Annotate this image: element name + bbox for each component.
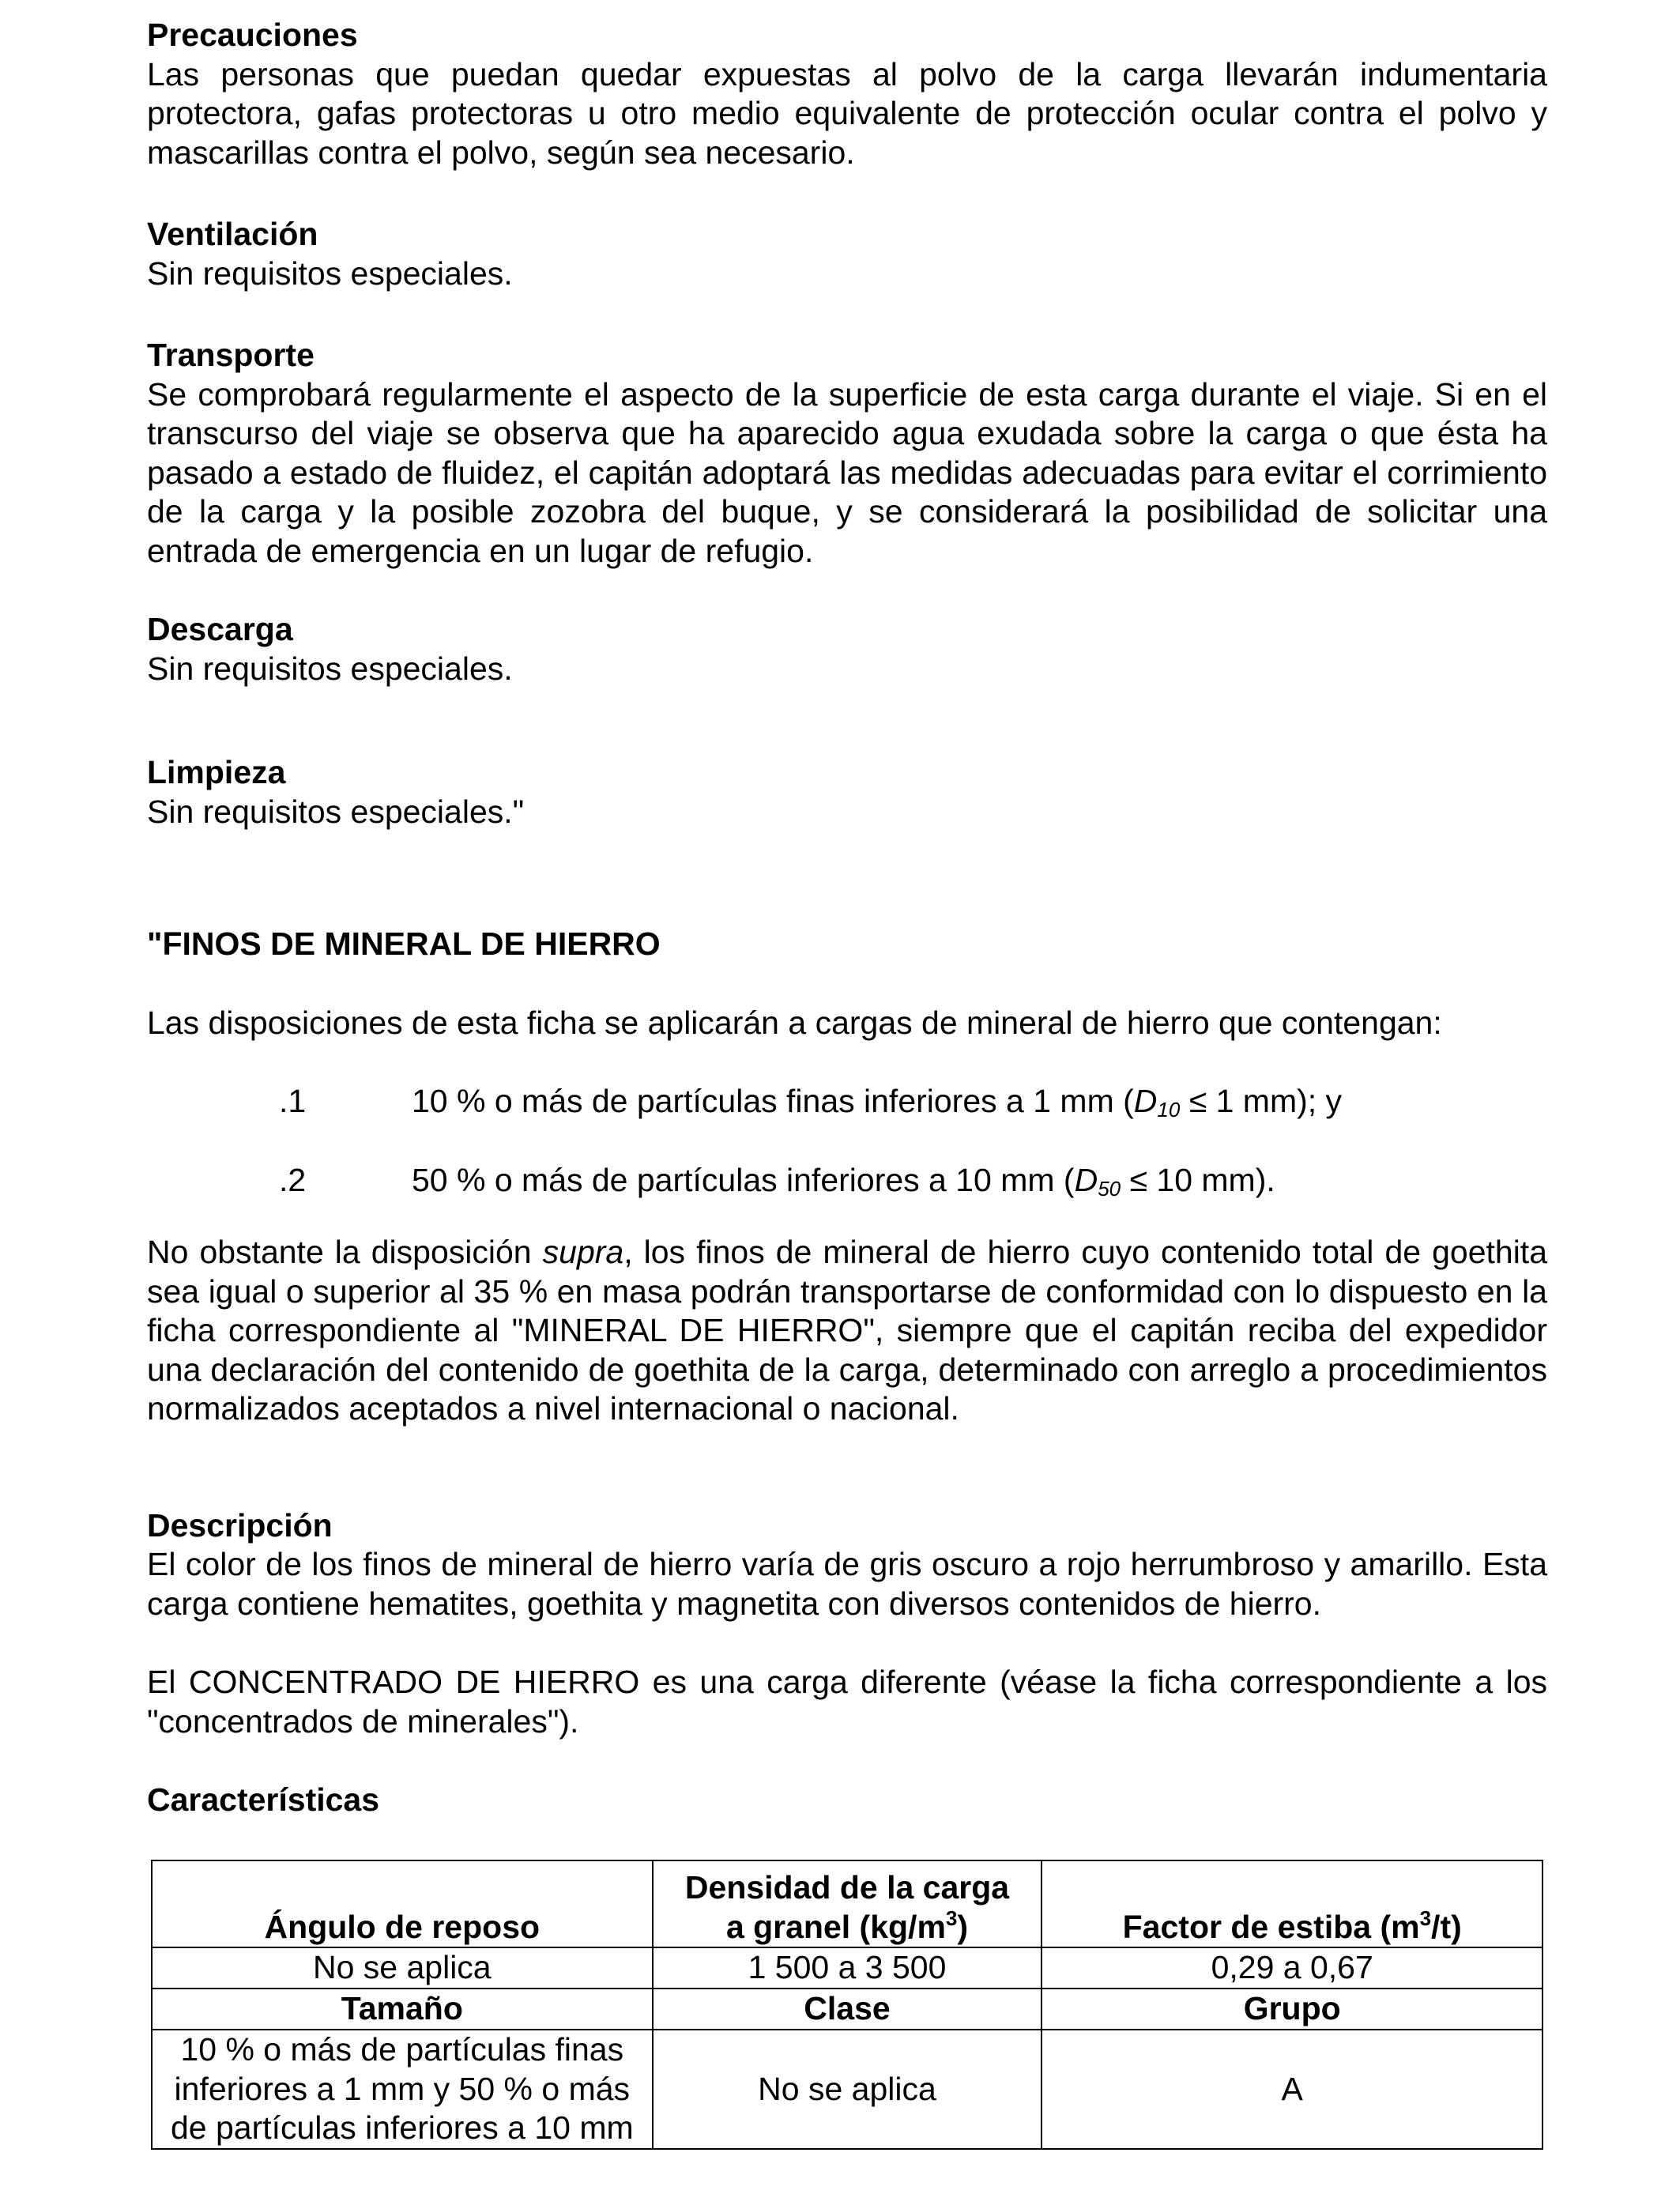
table-header-row [152,1860,1543,1947]
document-page [147,16,1547,1820]
heading-ventilacion: Ventilación [147,216,318,252]
table-cell: No se aplica [653,2030,1042,2149]
table-header-cell: Grupo [1042,1989,1543,2030]
table-header-cell: Densidad de la carga a granel $(kg/m^3)$ [653,1860,1042,1947]
list-item-text: 50 % o más de partículas inferiores a 10 mm ($D_{50} \le 10$ mm). [412,1161,1275,1201]
text-descripcion: El color de los finos de mineral de hierro varía de gris oscuro a rojo herrumbroso y amarillo. Esta carga contiene hematites, goethita y magnetita con diversos contenidos de hierro. [147,1546,1547,1622]
text-ventilacion: Sin requisitos especiales. [147,254,513,292]
text-finos-intro: Las disposiciones de esta ficha se aplicarán a cargas de mineral de hierro que contengan: [147,1004,1442,1041]
text-transporte: Se comprobará regularmente el aspecto de la superficie de esta carga durante el viaje. Si en el transcurso del viaje se observa que ha aparecido agua exudada sobre la carga o que ésta ha pasado a estado de fluidez, el capitán adoptará las medidas adecuadas para evitar el corrimiento de la carga y la posible zozobra del buque, y se considerará la posibilidad de solicitar una entrada de emergencia en un lugar de refugio. [147,375,1547,569]
text-descarga: Sin requisitos especiales. [147,650,513,687]
text-limpieza: Sin requisitos especiales." [147,793,525,830]
characteristics-table [151,1860,1543,2150]
heading-descripcion: Descripción [147,1506,333,1544]
table-cell: A [1042,2030,1543,2149]
table-row [152,2030,1543,2149]
table-cell: 10 % o más de partículas finas inferiores a 1 mm y 50 % o más de partículas inferiores a 10 mm [152,2030,653,2149]
heading-limpieza: Limpieza [147,754,286,790]
list-item [147,1082,1547,1122]
text-descripcion-2: El CONCENTRADO DE HIERRO es una carga diferente (véase la ficha correspondiente a los "concentrados de minerales"). [147,1664,1547,1740]
table-row [152,1947,1543,1989]
table-cell: No se aplica [152,1947,653,1989]
table-header-cell: Tamaño [152,1989,653,2030]
text-finos-note: No obstante la disposición supra, los finos de mineral de hierro cuyo contenido total de goethita sea igual o superior al 35 % en masa podrán transportarse de conformidad con lo dispuesto en la ficha correspondiente al "MINERAL DE HIERRO", siempre que el capitán reciba del expedidor una declaración del contenido de goethita de la carga, determinado con arreglo a procedimientos normalizados aceptados a nivel internacional o nacional. [147,1234,1547,1427]
table-header-cell: Factor de estiba $(m^3/t)$ [1042,1860,1543,1947]
list-item-text: 10 % o más de partículas finas inferiores a 1 mm ($D_{10} \le 1$ mm); y [412,1083,1343,1122]
heading-transporte: Transporte [147,337,315,373]
heading-descarga: Descarga [147,611,293,647]
table-cell: 1 500 a 3 500 [653,1947,1042,1989]
table-header-cell: Ángulo de reposo [152,1860,653,1947]
heading-precauciones: Precauciones [147,17,358,53]
heading-caracteristicas: Características [147,1781,380,1818]
list-item-number: .2 [279,1161,307,1198]
heading-finos: "FINOS DE MINERAL DE HIERRO [147,925,661,962]
text-precauciones: Las personas que puedan quedar expuestas al polvo de la carga llevarán indumentaria protectora, gafas protectoras u otro medio equivalente de protección ocular contra el polvo y mascarillas contra el polvo, según sea necesario. [147,55,1547,171]
table-row [152,1989,1543,2030]
list-item [147,1161,1547,1201]
list-item-number: .1 [279,1083,307,1119]
table-header-cell: Clase [653,1989,1042,2030]
table-cell: 0,29 a 0,67 [1042,1947,1543,1989]
